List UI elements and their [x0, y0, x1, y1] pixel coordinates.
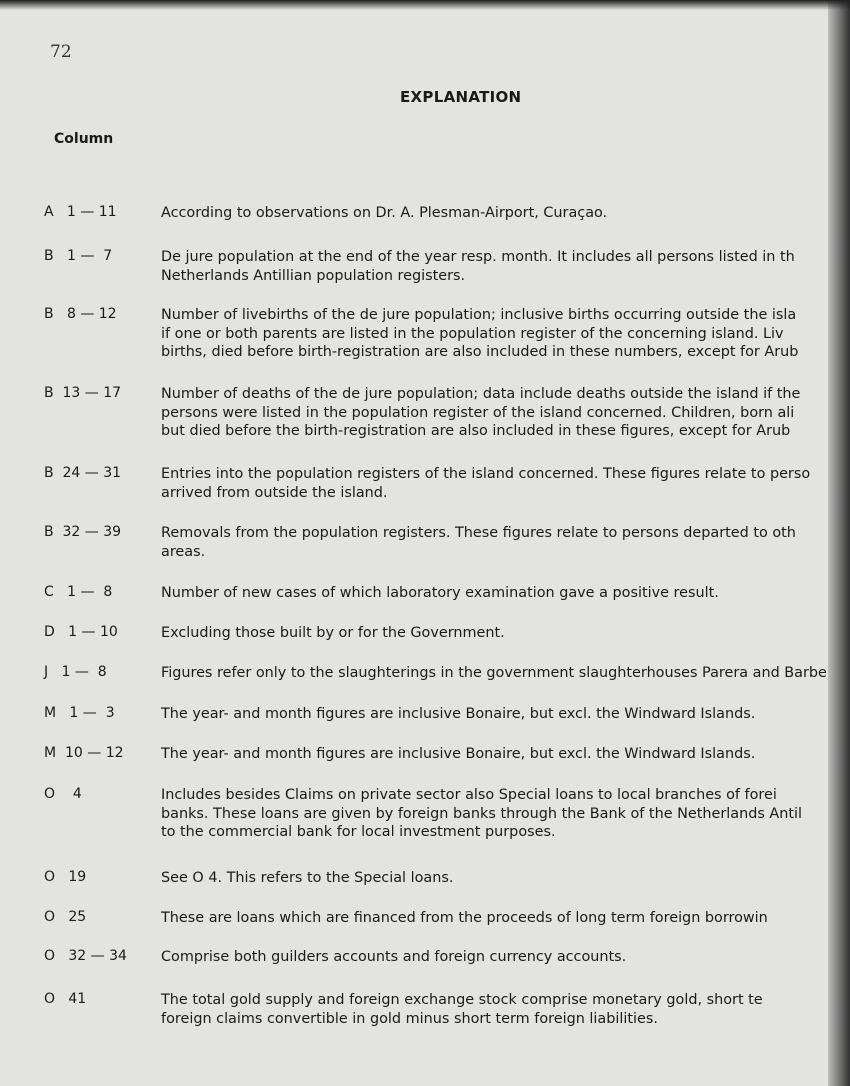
- column-code: M 1 — 3: [44, 705, 115, 721]
- top-shadow: [0, 0, 850, 10]
- column-code: O 25: [44, 909, 87, 925]
- entry-description: [161, 664, 841, 683]
- entry-description: [161, 948, 841, 967]
- column-code: A 1 — 11: [44, 204, 117, 220]
- entry-description: [161, 745, 841, 764]
- column-code: B 1 — 7: [44, 248, 113, 264]
- entry-description: [161, 306, 841, 362]
- column-code: O 32 — 34: [44, 948, 127, 964]
- column-header: Column: [54, 131, 114, 147]
- entry-description: [161, 385, 841, 441]
- column-code: O 19: [44, 869, 87, 885]
- entry-description: [161, 786, 841, 842]
- description-line: banks. These loans are given by foreign banks through the Bank of the Netherlands Antil: [161, 805, 803, 822]
- entry-description: [161, 991, 841, 1028]
- description-line: The year- and month figures are inclusive Bonaire, but excl. the Windward Islands.: [161, 746, 756, 762]
- column-code: B 24 — 31: [44, 465, 122, 481]
- description-line: Figures refer only to the slaughterings in the government slaughterhouses Parera and Barbe: [161, 665, 827, 681]
- column-code: O 41: [44, 991, 87, 1007]
- column-code: O 4: [44, 786, 82, 802]
- column-code: B 32 — 39: [44, 524, 122, 540]
- column-code: B 13 — 17: [44, 385, 122, 401]
- page-number: 72: [50, 42, 72, 62]
- column-code: D 1 — 10: [44, 624, 118, 640]
- description-line: if one or both parents are listed in the population register of the concerning island. Liv: [161, 325, 784, 342]
- column-code: C 1 — 8: [44, 584, 113, 600]
- description-line: births, died before birth-registration are also included in these numbers, except for Arub: [161, 344, 799, 360]
- description-line: arrived from outside the island.: [161, 484, 388, 501]
- description-line: Excluding those built by or for the Government.: [161, 625, 505, 641]
- description-line: De jure population at the end of the year resp. month. It includes all persons listed in th: [161, 249, 795, 265]
- description-line: Number of deaths of the de jure population; data include deaths outside the island if the: [161, 386, 801, 402]
- column-code: J 1 — 8: [44, 664, 107, 680]
- description-line: Includes besides Claims on private sector also Special loans to local branches of forei: [161, 787, 777, 803]
- description-line: Comprise both guilders accounts and foreign currency accounts.: [161, 949, 627, 965]
- page-title: EXPLANATION: [400, 88, 522, 106]
- description-line: Number of livebirths of the de jure population; inclusive births occurring outside the isla: [161, 307, 797, 323]
- column-code: B 8 — 12: [44, 306, 117, 322]
- description-line: Removals from the population registers. These figures relate to persons departed to oth: [161, 525, 796, 541]
- entry-description: [161, 465, 841, 502]
- description-line: Entries into the population registers of the island concerned. These figures relate to perso: [161, 466, 811, 482]
- entry-description: [161, 584, 841, 603]
- description-line: Netherlands Antillian population registers.: [161, 267, 466, 284]
- column-code: M 10 — 12: [44, 745, 124, 761]
- description-line: but died before the birth-registration are also included in these figures, except for Arub: [161, 423, 791, 439]
- description-line: Number of new cases of which laboratory examination gave a positive result.: [161, 585, 719, 601]
- description-line: These are loans which are financed from the proceeds of long term foreign borrowin: [161, 910, 768, 926]
- entry-description: [161, 869, 841, 888]
- page-binding-edge: [828, 0, 850, 1086]
- description-line: areas.: [161, 543, 206, 560]
- description-line: foreign claims convertible in gold minus short term foreign liabilities.: [161, 1010, 658, 1027]
- entry-description: [161, 909, 841, 928]
- description-line: The total gold supply and foreign exchange stock comprise monetary gold, short te: [161, 992, 763, 1008]
- description-line: See O 4. This refers to the Special loans.: [161, 870, 454, 886]
- entry-description: [161, 524, 841, 561]
- description-line: The year- and month figures are inclusive Bonaire, but excl. the Windward Islands.: [161, 706, 756, 722]
- description-line: According to observations on Dr. A. Plesman-Airport, Curaçao.: [161, 205, 608, 221]
- entry-description: [161, 204, 841, 223]
- entry-description: [161, 705, 841, 724]
- description-line: to the commercial bank for local investment purposes.: [161, 824, 556, 840]
- entry-description: [161, 624, 841, 643]
- description-line: persons were listed in the population register of the island concerned. Children, born ali: [161, 404, 795, 421]
- entry-description: [161, 248, 841, 285]
